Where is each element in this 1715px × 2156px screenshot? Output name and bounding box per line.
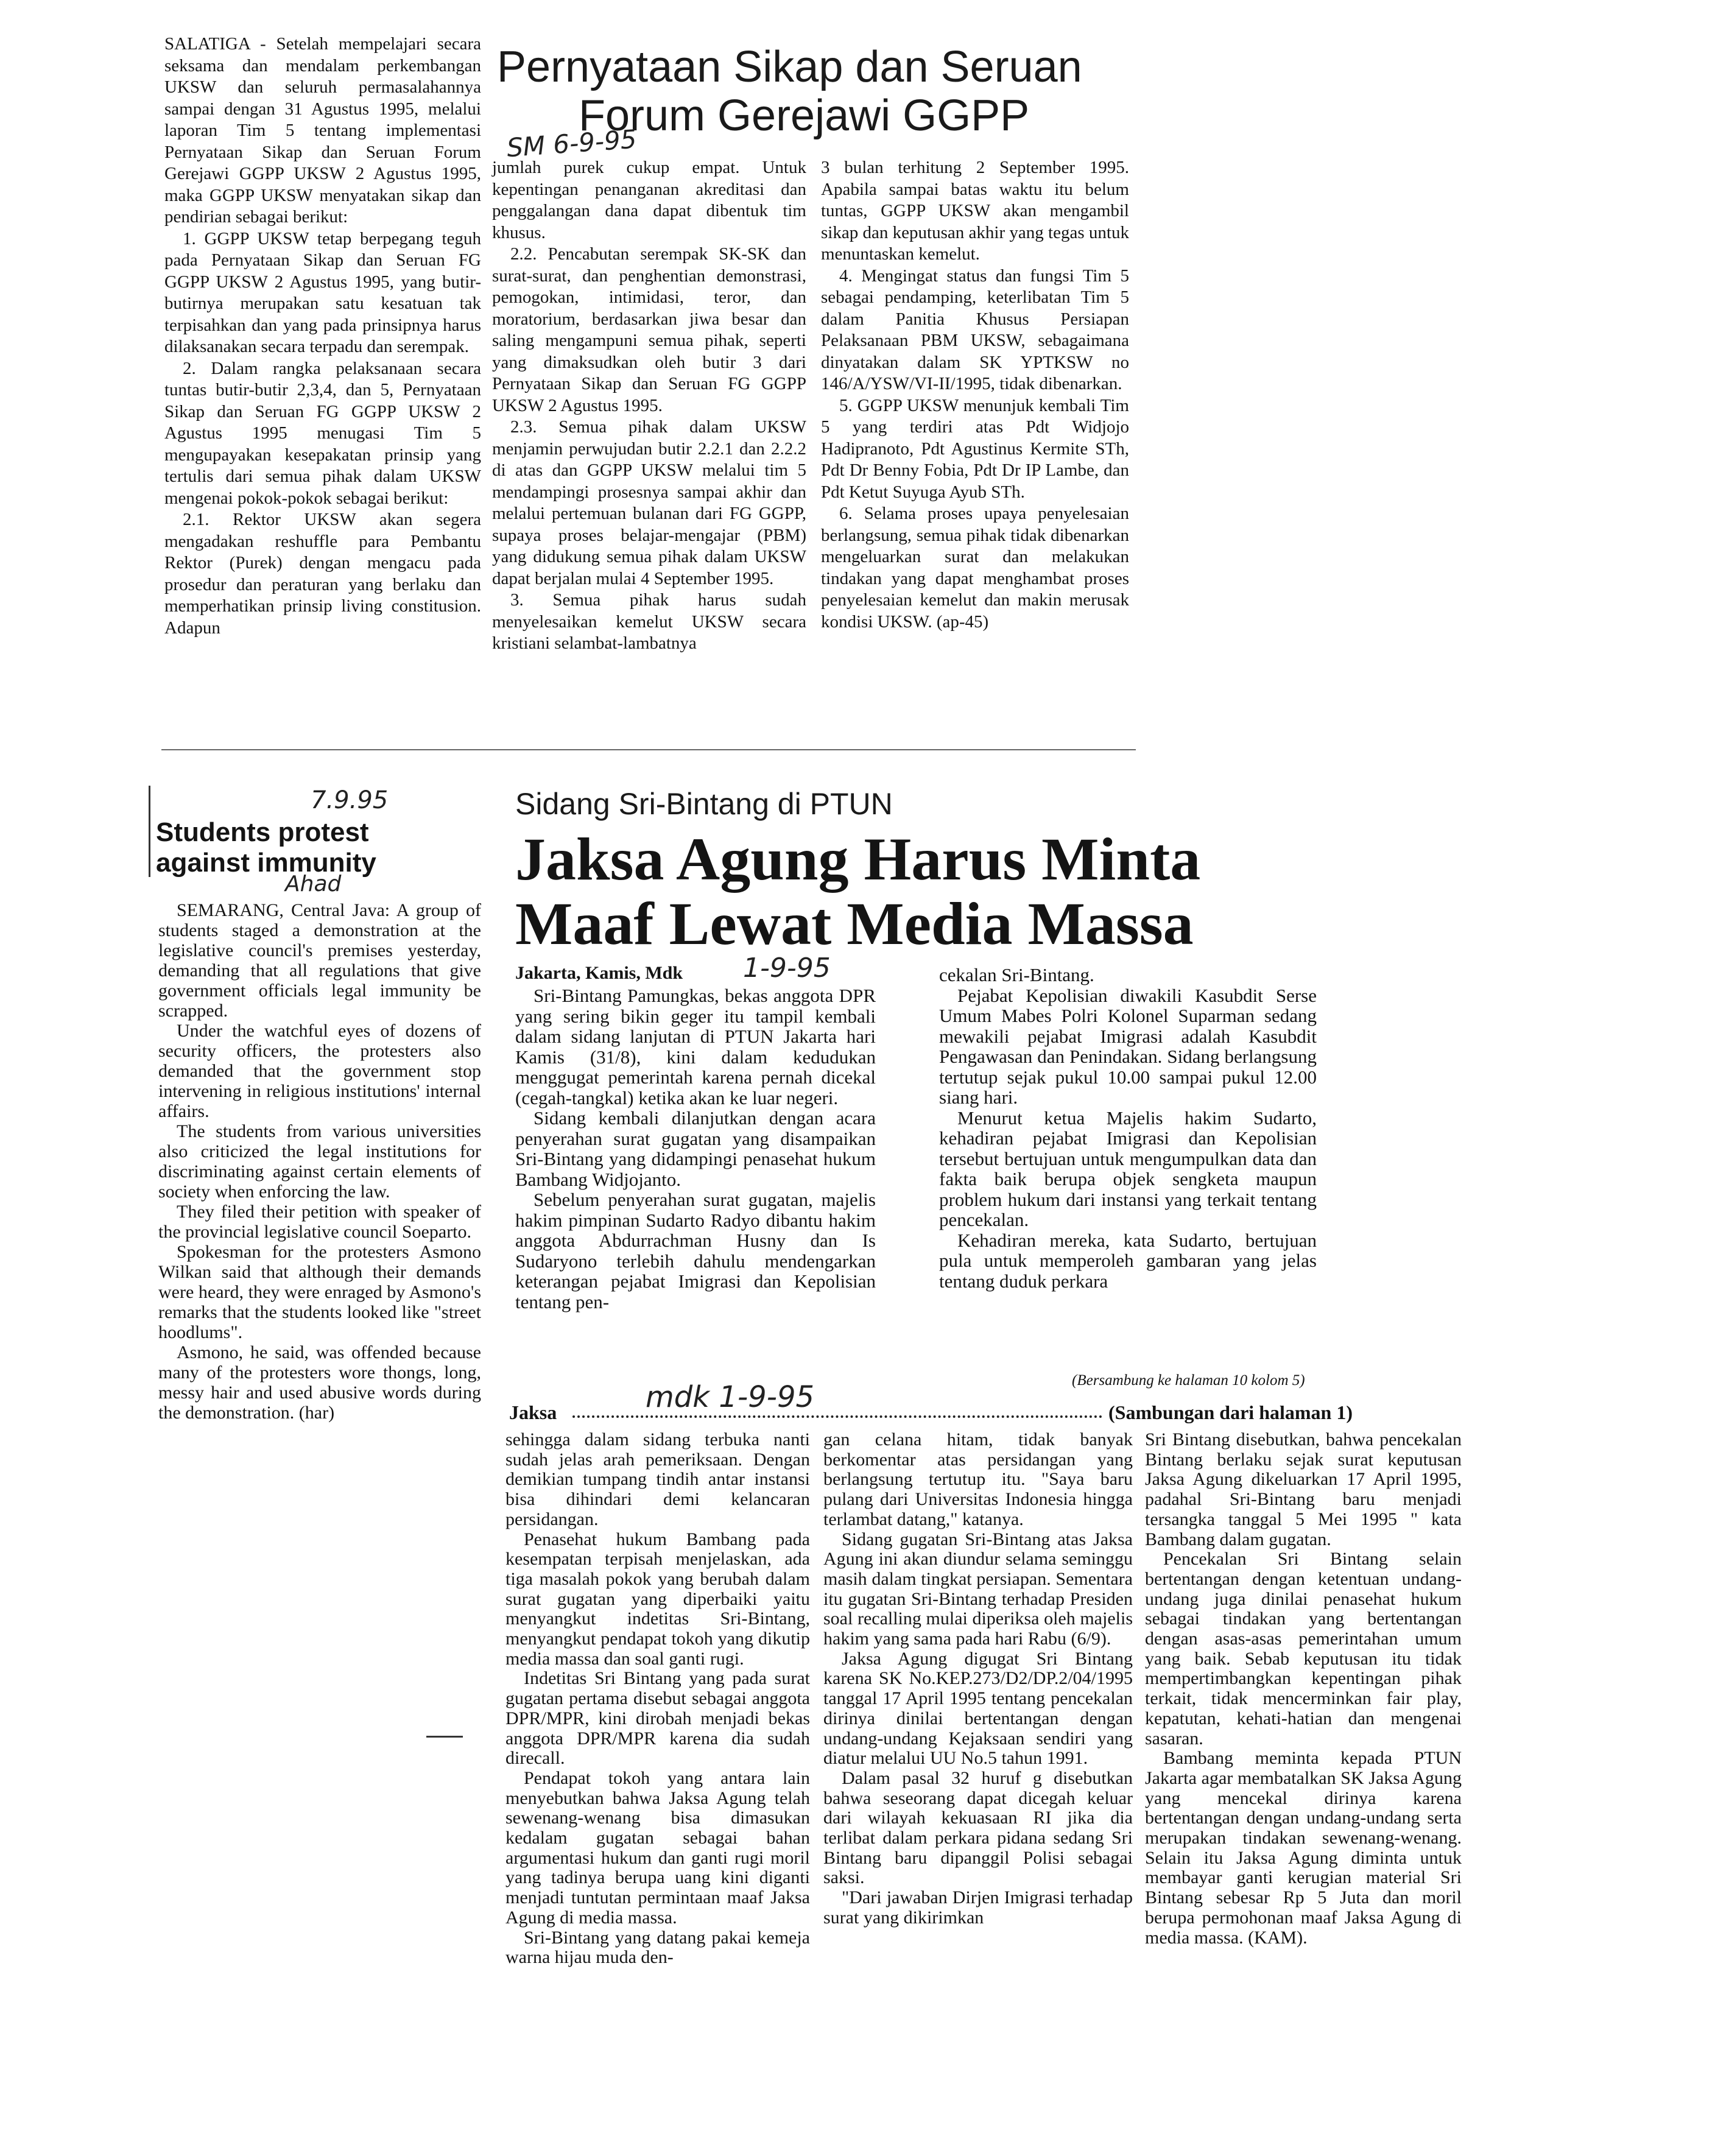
- jaksa-cont2-para: Dalam pasal 32 huruf g disebutkan bahwa seseorang dapat dicegah keluar dari wilayah kekuasaan RI jika dia terlibat dalam perkara pidana sedang Sri Bintang baru dipanggil Polisi sebagai saksi.: [823, 1767, 1133, 1888]
- jaksa-col2-para: Pejabat Kepolisian diwakili Kasubdit Serse Umum Mabes Polri Kolonel Suparman sedang mewakili pejabat Imigrasi adalah Kasubdit Pengawasan dan Penindakan. Sidang berlangsung tertutup sejak pukul 10.00 sampai pukul 12.00 siang hari.: [939, 984, 1317, 1108]
- ggpp-col3-para: 4. Mengingat status dan fungsi Tim 5 sebagai pendamping, keterlibatan Tim 5 dalam Panitia Khusus Persiapan Pelaksanaan PBM UKSW, sebagaimana dinyatakan dalam SK YPTKSW no 146/A/YSW/VI-II/1995, tidak dibenarkan.: [821, 266, 1129, 393]
- jaksa-headline-line2: Maaf Lewat Media Massa: [515, 890, 1194, 957]
- ggpp-column-2: [492, 157, 806, 655]
- ggpp-col1-para: SALATIGA - Setelah mempelajari secara seksama dan mendalam perkembangan UKSW dan seluruh permasalahannya sampai dengan 31 Agustus 1995, melalui laporan Tim 5 tentang implementasi Pernyataan Sikap dan Seruan Forum Gerejawi GGPP UKSW 2 Agustus 1995, maka GGPP UKSW menyatakan sikap dan pendirian sebagai berikut:: [164, 34, 481, 227]
- ggpp-col3-para: 5. GGPP UKSW menunjuk kembali Tim 5 yang terdiri atas Pdt Widjojo Hadipranoto, Pdt Agustinus Kermite STh, Pdt Dr Benny Fobia, Pdt Dr IP Lambe, dan Pdt Ketut Suyuga Ayub STh.: [821, 395, 1129, 502]
- ggpp-column-1: [164, 33, 481, 639]
- jaksa-cont3-para: Pencekalan Sri Bintang selain bertentangan dengan ketentuan undang-undang juga dinilai penasehat hukum sebagai tindakan yang bertentangan dengan asas-asas pemerintahan umum yang baik. Sebab keputusan itu tidak mempertimbangkan kepentingan pihak terkait, tidak mencerminkan fair play, kepatutan, kehati-hatian dan mengenai sasaran.: [1145, 1549, 1462, 1749]
- jaksa-cont1-para: Sri-Bintang yang datang pakai kemeja warna hijau muda den-: [505, 1927, 810, 1968]
- ggpp-col1-para: 1. GGPP UKSW tetap berpegang teguh pada Pernyataan Sikap dan Seruan FG GGPP UKSW 2 Agustus 1995, yang butir-butirnya merupakan satu kesatuan tak terpisahkan dan yang pada prinsipnya harus dilaksanakan secara terpadu dan serempak.: [164, 228, 481, 356]
- jaksa-col2-para: cekalan Sri-Bintang.: [939, 964, 1094, 985]
- jaksa-kicker: Sidang Sri-Bintang di PTUN: [515, 787, 893, 821]
- jaksa-column-2: [939, 965, 1317, 1291]
- students-headline-line2: against immunity: [156, 848, 376, 878]
- clip2-handwritten-date: 7.9.95: [311, 786, 389, 814]
- jaksa-cont2-para: Jaksa Agung digugat Sri Bintang karena SK No.KEP.273/D2/DP.2/04/1995 tanggal 17 April 1995 tentang pencekalan dirinya dinilai bertentangan dengan undang-undang Kejaksaan sendiri yang diatur melalui UU No.5 tahun 1991.: [823, 1648, 1133, 1769]
- jaksa-headline-line1: Jaksa Agung Harus Minta: [515, 825, 1201, 893]
- clip-divider: [161, 749, 1136, 750]
- jaksa-jump-leader: [572, 1415, 1102, 1418]
- ggpp-col3-para: 3 bulan terhitung 2 September 1995. Apabila sampai batas waktu itu belum tuntas, GGPP UKSW akan mengambil sikap dan keputusan akhir yang tegas untuk menuntaskan kemelut.: [821, 158, 1129, 264]
- clip2-end-mark: [426, 1736, 463, 1738]
- ggpp-col2-para: 3. Semua pihak harus sudah menyelesaikan kemelut UKSW secara kristiani selambat-lambatnya: [492, 590, 806, 653]
- jaksa-cont3-para: Sri Bintang disebutkan, bahwa pencekalan Bintang berlaku sejak surat keputusan Jaksa Agung dikeluarkan 17 April 1995, padahal Sri-Bintang baru menjadi tersangka tanggal 5 Mei 1995 " kata Bambang dalam gugatan.: [1145, 1429, 1462, 1549]
- jaksa-jump-label: Jaksa: [509, 1401, 557, 1423]
- jaksa-column-1: [515, 985, 876, 1312]
- jaksa-dateline: Jakarta, Kamis, Mdk: [515, 963, 683, 983]
- jaksa-col2-para: Kehadiran mereka, kata Sudarto, bertujuan pula untuk memperoleh gambaran yang jelas tentang duduk perkara: [939, 1229, 1317, 1292]
- jaksa-cont1-para: Indetitas Sri Bintang yang pada surat gugatan pertama disebut sebagai anggota DPR/MPR, kini dirobah menjadi bekas anggota DPR/MPR karena dia sudah direcall.: [505, 1668, 810, 1769]
- jaksa-col1-para: Sidang kembali dilanjutkan dengan acara penyerahan surat gugatan yang disampaikan Sri-Bintang yang didampingi penasehat hukum Bambang Widjojanto.: [515, 1107, 876, 1190]
- jaksa-continued-column-3: [1145, 1430, 1462, 1948]
- jaksa-handwritten-date: 1-9-95: [743, 953, 831, 984]
- clip2-handwritten-source: Ahad: [285, 872, 342, 897]
- jaksa-continued-column-2: [823, 1430, 1133, 1928]
- jaksa-col1-para: Sebelum penyerahan surat gugatan, majelis hakim pimpinan Sudarto Radyo dibantu hakim anggota Abdurrachman Husny dan Is Sudaryono terlebih dahulu mendengarkan keterangan pejabat Imigrasi dan Kepolisian tentang pen-: [515, 1189, 876, 1312]
- jaksa-cont1-para: Penasehat hukum Bambang pada kesempatan terpisah menjelaskan, ada tiga masalah pokok yang berubah dalam surat gugatan yang diperbaiki yaitu menyangkut indetitas Sri-Bintang, menyangkut pendapat tokoh yang dikutip media massa dan soal ganti rugi.: [505, 1529, 810, 1669]
- jaksa-col1-para: Sri-Bintang Pamungkas, bekas anggota DPR yang sering bikin geger itu tampil kembali dalam sidang lanjutan di PTUN Jakarta hari Kamis (31/8), kini dalam kedudukan menggugat pemerintah karena pernah dicekal (cegah-tangkal) ketika akan ke luar negeri.: [515, 985, 876, 1108]
- jaksa-jump-handwritten: mdk 1-9-95: [646, 1380, 815, 1414]
- students-paragraph: Spokesman for the protesters Asmono Wilkan said that although their demands were heard, they were enraged by Asmono's remarks that the students looked like "street hoodlums".: [158, 1242, 481, 1342]
- jaksa-cont2-para: "Dari jawaban Dirjen Imigrasi terhadap surat yang dikirimkan: [823, 1887, 1133, 1928]
- ggpp-col2-para: jumlah purek cukup empat. Untuk kepentingan penanganan akreditasi dan penggalangan dana dapat dibentuk tim khusus.: [492, 158, 806, 242]
- ggpp-col1-para: 2.1. Rektor UKSW akan segera mengadakan reshuffle para Pembantu Rektor (Purek) dengan mengacu pada prosedur dan peraturan yang berlaku dan memperhatikan prinsip living constitusion. Adapun: [164, 510, 481, 638]
- jaksa-continued-note: (Bersambung ke halaman 10 kolom 5): [1072, 1372, 1305, 1389]
- students-paragraph: Under the watchful eyes of dozens of security officers, the protesters also demanded that the government stop intervening in religious institutions' internal affairs.: [158, 1021, 481, 1121]
- ggpp-title-line1: Pernyataan Sikap dan Seruan: [497, 43, 1082, 91]
- jaksa-jump-continued-from: (Sambungan dari halaman 1): [1108, 1401, 1353, 1423]
- ggpp-handwritten-note: SM 6-9-95: [505, 124, 638, 163]
- jaksa-cont1-para: Pendapat tokoh yang antara lain menyebutkan bahwa Jaksa Agung telah sewenang-wenang bisa dimasukan kedalam gugatan sebagai bahan argumentasi hukum dan ganti rugi moril yang tadinya berupa uang kini diganti menjadi tuntutan permintaan maaf Jaksa Agung di media massa.: [505, 1767, 810, 1928]
- students-headline-line1: Students protest: [156, 817, 369, 847]
- jaksa-cont2-para: Sidang gugatan Sri-Bintang atas Jaksa Agung ini akan diundur selama seminggu masih dalam tingkat persiapan. Sementara itu gugatan Sri-Bintang terhadap Presiden soal recalling mulai diperiksa oleh majelis hakim yang sama pada hari Rabu (6/9).: [823, 1529, 1133, 1649]
- ggpp-col2-para: 2.2. Pencabutan serempak SK-SK dan surat-surat, dan penghentian demonstrasi, pemogokan, intimidasi, teror, dan moratorium, berdasarkan jiwa besar dan saling mengampuni semua pihak, seperti yang dimaksudkan oleh butir 3 dari Pernyataan Sikap dan Seruan FG GGPP UKSW 2 Agustus 1995.: [492, 244, 806, 415]
- jaksa-cont3-para: Bambang meminta kepada PTUN Jakarta agar membatalkan SK Jaksa Agung yang mencekal dirinya karena bertentangan dengan undang-undang serta merupakan tindakan sewenang-wenang. Selain itu Jaksa Agung diminta untuk membayar ganti kerugian material Sri Bintang sebesar Rp 5 Juta dan moril berupa permohonan maaf Jaksa Agung di media massa. (KAM).: [1145, 1748, 1462, 1948]
- students-paragraph: SEMARANG, Central Java: A group of students staged a demonstration at the legislative council's premises yesterday, demanding that all regulations that give government officials legal immunity be scrapped.: [158, 900, 481, 1021]
- students-paragraph: Asmono, he said, was offended because many of the protesters wore thongs, long, messy hair and used abusive words during the demonstration. (har): [158, 1342, 481, 1423]
- ggpp-col2-para: 2.3. Semua pihak dalam UKSW menjamin perwujudan butir 2.2.1 dan 2.2.2 di atas dan GGPP UKSW melalui tim 5 mendampingi prosesnya sampai akhir dan melalui pertemuan bulanan dari FG GGPP, supaya proses belajar-mengajar (PBM) yang didukung semua pihak dalam UKSW dapat berjalan mulai 4 September 1995.: [492, 417, 806, 588]
- students-body: [158, 900, 481, 1423]
- ggpp-col3-para: 6. Selama proses upaya penyelesaian berlangsung, semua pihak tidak dibenarkan mengeluarkan surat dan melakukan tindakan yang dapat menghambat proses penyelesaian kemelut dan makin merusak kondisi UKSW. (ap-45): [821, 504, 1129, 632]
- students-paragraph: They filed their petition with speaker of the provincial legislative council Soeparto.: [158, 1202, 481, 1242]
- ggpp-column-3: [821, 157, 1129, 633]
- jaksa-col2-para: Menurut ketua Majelis hakim Sudarto, kehadiran pejabat Imigrasi dan Kepolisian tersebut bertujuan untuk mengumpulkan data dan fakta baik berupa objek sengketa maupun problem hukum dari instansi yang terkait tentang pencekalan.: [939, 1107, 1317, 1230]
- jaksa-cont1-para: sehingga dalam sidang terbuka nanti sudah jelas arah pemeriksaan. Dengan demikian tumpang tindih antar instansi bisa dihindari demi kelancaran persidangan.: [505, 1429, 810, 1529]
- jaksa-continued-column-1: [505, 1430, 810, 1968]
- students-paragraph: The students from various universities also criticized the legal institutions for discriminating against certain elements of society when enforcing the law.: [158, 1121, 481, 1202]
- jaksa-cont2-para: gan celana hitam, tidak banyak berkomentar atas persidangan yang berlangsung tertutup itu. "Saya baru pulang dari Universitas Indonesia hingga terlambat datang," katanya.: [823, 1429, 1133, 1529]
- ggpp-title-line2: Forum Gerejawi GGPP: [579, 91, 1030, 140]
- clip2-left-bracket: [149, 786, 150, 877]
- ggpp-col1-para: 2. Dalam rangka pelaksanaan secara tuntas butir-butir 2,3,4, dan 5, Pernyataan Sikap dan Seruan FG GGPP UKSW 2 Agustus 1995 menugasi Tim 5 mengupayakan kesepakatan prinsip yang tertulis dari semua pihak dalam UKSW mengenai pokok-pokok sebagai berikut:: [164, 358, 481, 508]
